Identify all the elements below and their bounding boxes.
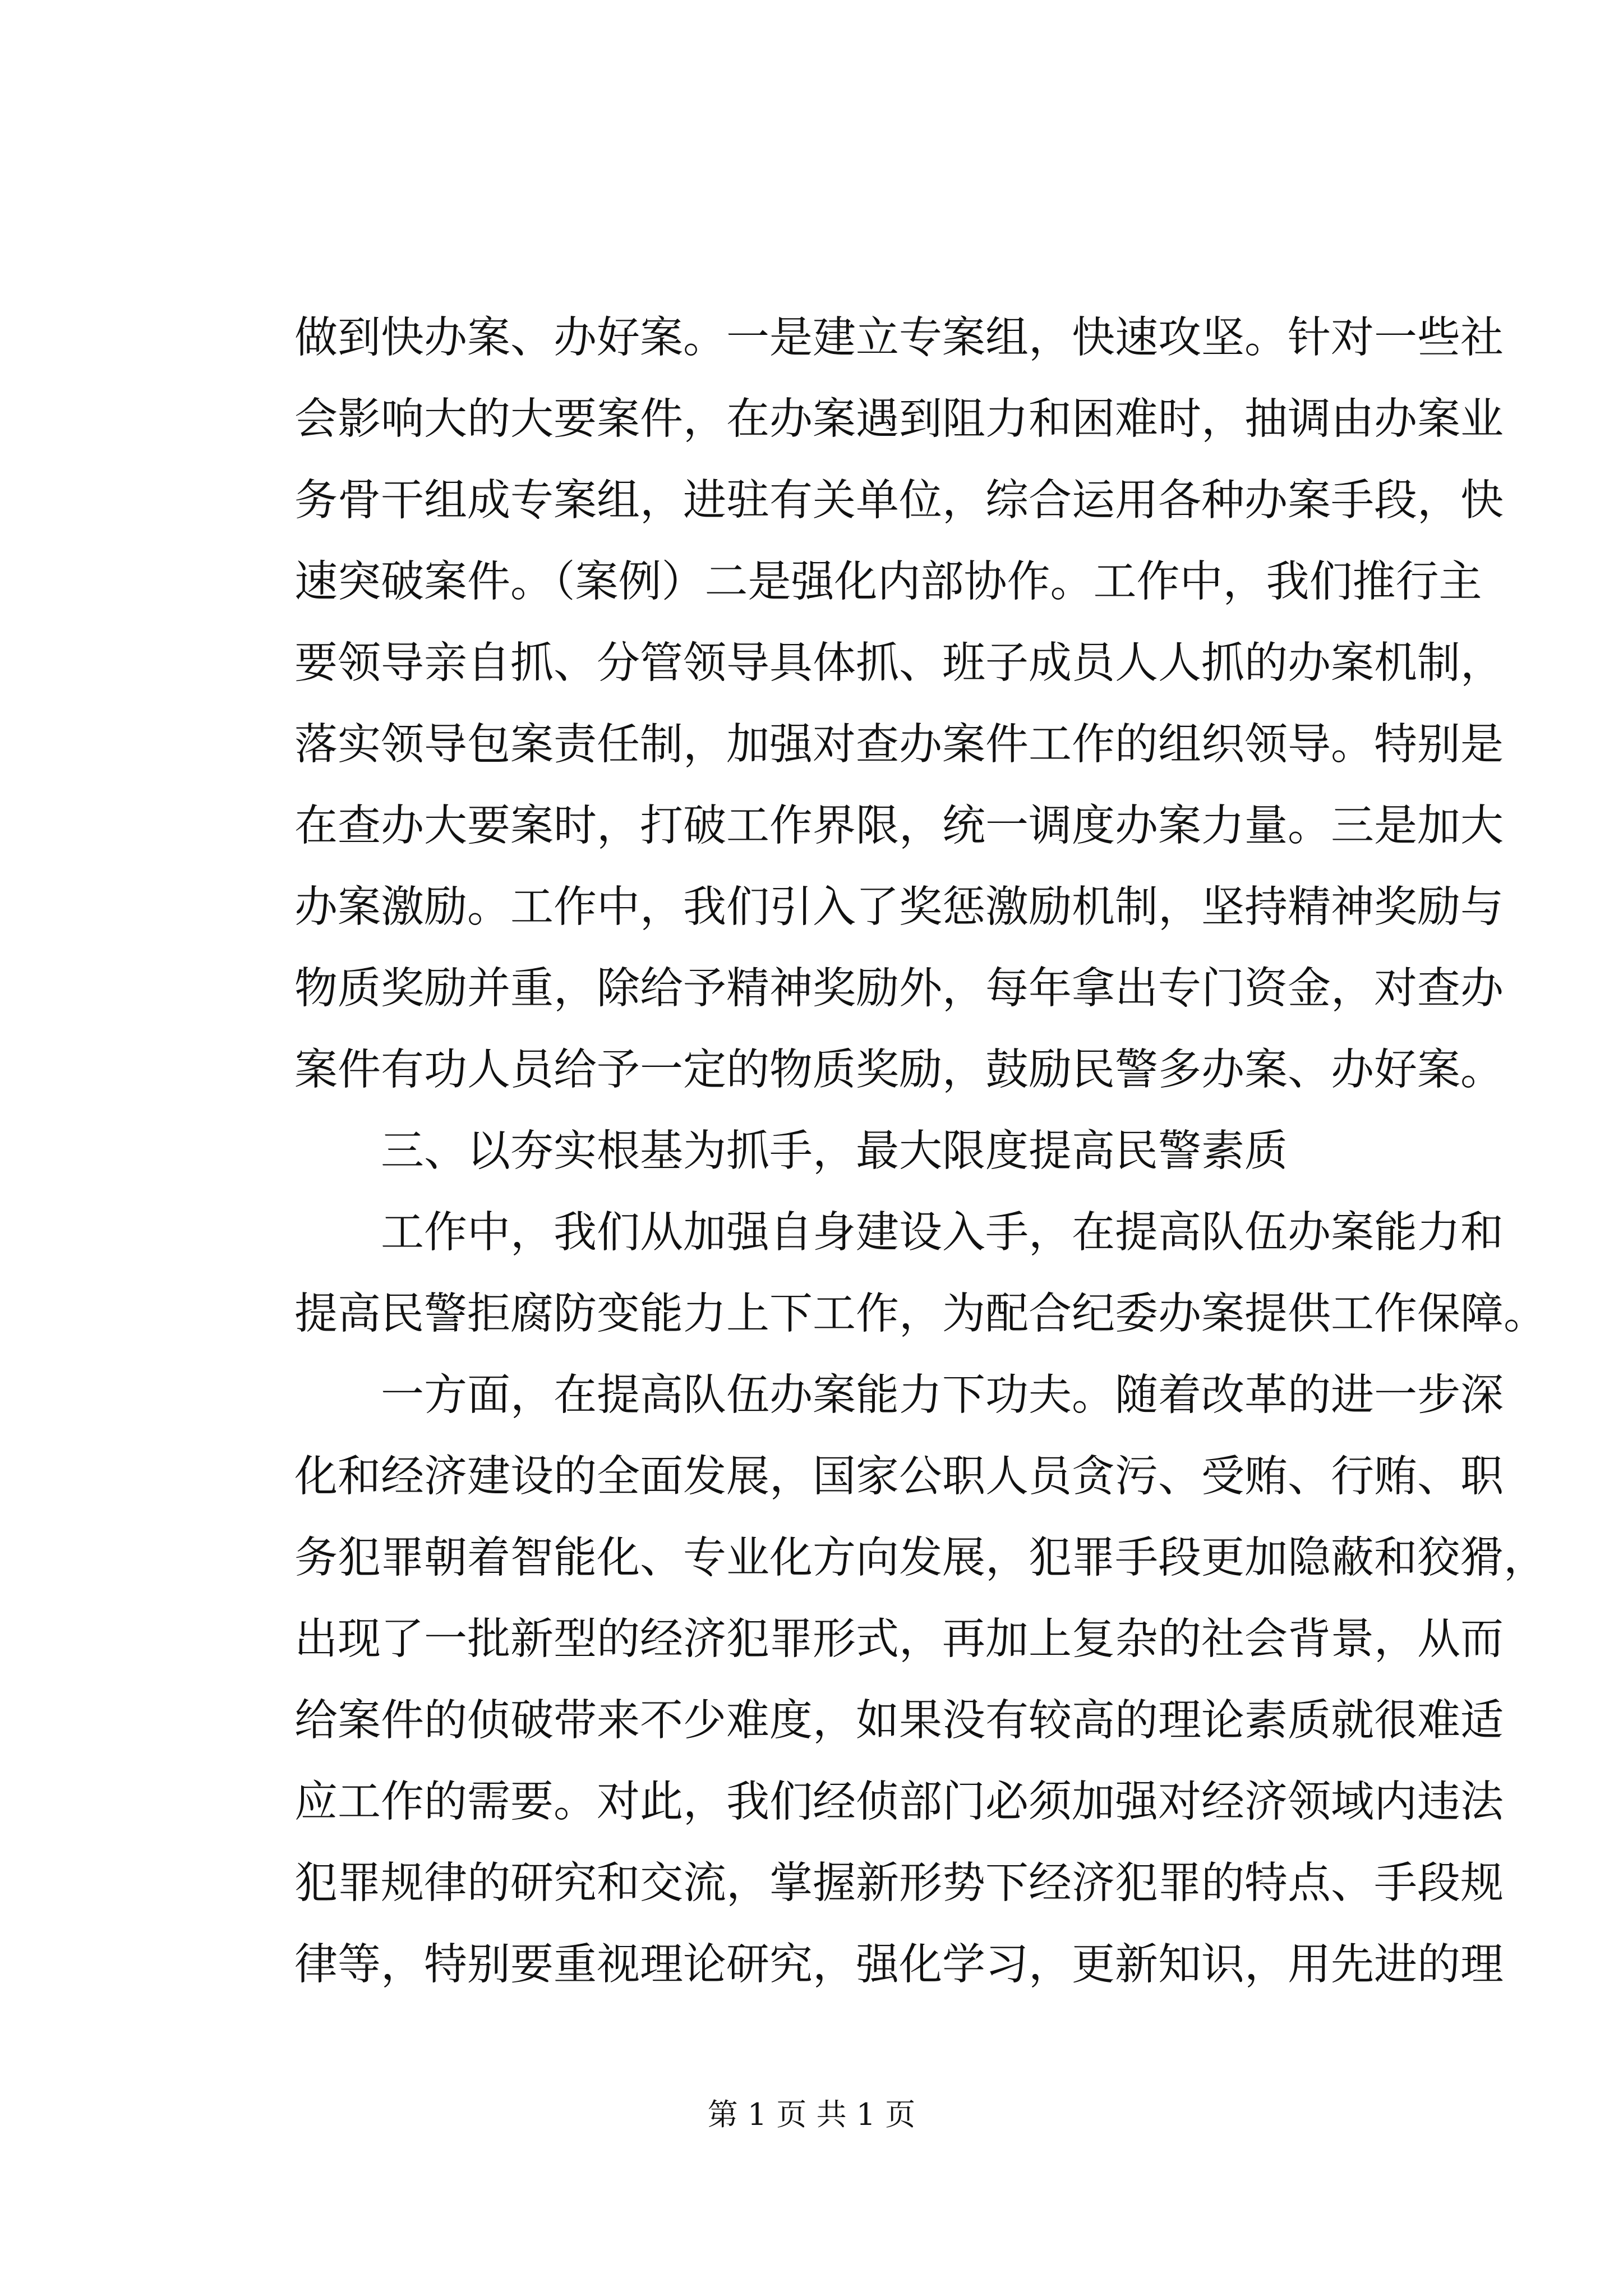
page-number-footer: 第 1 页 共 1 页 <box>707 2097 916 2132</box>
text-line: 提高民警拒腐防变能力上下工作，为配合纪委办案提供工作保障。 <box>294 1289 1547 1339</box>
text-line: 犯罪规律的研究和交流，掌握新形势下经济犯罪的特点、手段规 <box>294 1858 1504 1908</box>
text-line: 落实领导包案责任制，加强对查办案件工作的组织领导。特别是 <box>294 720 1504 770</box>
text-line: 案件有功人员给予一定的物质奖励，鼓励民警多办案、办好案。 <box>294 1045 1504 1095</box>
text-line: 应工作的需要。对此，我们经侦部门必须加强对经济领域内违法 <box>294 1777 1504 1827</box>
text-line: 速突破案件。（案例）二是强化内部协作。工作中，我们推行主 <box>294 557 1482 607</box>
text-line: 务骨干组成专案组，进驻有关单位，综合运用各种办案手段，快 <box>294 476 1504 526</box>
text-line: 做到快办案、办好案。一是建立专案组，快速攻坚。针对一些社 <box>294 313 1504 363</box>
text-line: 物质奖励并重，除给予精神奖励外，每年拿出专门资金，对查办 <box>294 964 1504 1014</box>
text-line: 化和经济建设的全面发展，国家公职人员贪污、受贿、行贿、职 <box>294 1452 1504 1502</box>
text-line: 办案激励。工作中，我们引入了奖惩激励机制，坚持精神奖励与 <box>294 882 1504 932</box>
document-body <box>294 297 1547 2005</box>
paragraph-first-line: 工作中，我们从加强自身建设入手，在提高队伍办案能力和 <box>381 1208 1504 1258</box>
text-line: 给案件的侦破带来不少难度，如果没有较高的理论素质就很难适 <box>294 1696 1504 1746</box>
paragraph-first-line: 一方面，在提高队伍办案能力下功夫。随着改革的进一步深 <box>381 1370 1504 1420</box>
section-heading: 三、以夯实根基为抓手，最大限度提高民警素质 <box>381 1126 1288 1176</box>
text-line: 会影响大的大要案件，在办案遇到阻力和困难时，抽调由办案业 <box>294 394 1504 444</box>
text-line: 在查办大要案时，打破工作界限，统一调度办案力量。三是加大 <box>294 801 1504 851</box>
text-line: 出现了一批新型的经济犯罪形式，再加上复杂的社会背景，从而 <box>294 1614 1504 1664</box>
text-line: 律等，特别要重视理论研究，强化学习，更新知识，用先进的理 <box>294 1940 1504 1990</box>
text-line: 务犯罪朝着智能化、专业化方向发展，犯罪手段更加隐蔽和狡猾， <box>294 1533 1547 1583</box>
text-line: 要领导亲自抓、分管领导具体抓、班子成员人人抓的办案机制， <box>294 638 1504 688</box>
